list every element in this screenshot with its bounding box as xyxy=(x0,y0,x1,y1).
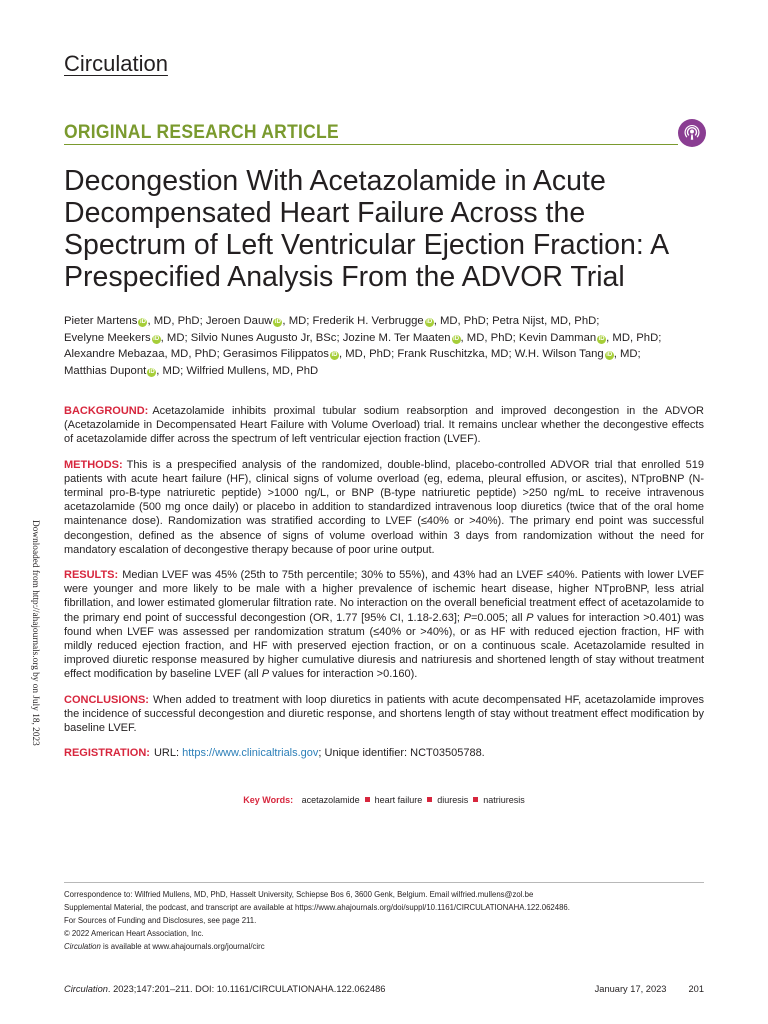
keyword: acetazolamide xyxy=(301,795,360,805)
availability-text: is available at www.ahajournals.org/journal/circ xyxy=(100,942,265,952)
bullet-square-icon xyxy=(365,797,370,802)
section-text: values for interaction >0.160). xyxy=(269,668,418,681)
author-line xyxy=(64,313,714,330)
section-heading: BACKGROUND: xyxy=(64,405,149,417)
orcid-icon[interactable]: iD xyxy=(453,335,460,342)
author-text: , MD, PhD; Kevin Damman xyxy=(460,331,597,344)
author-name[interactable]: Evelyne Meekers xyxy=(64,331,151,344)
abstract-background xyxy=(64,404,704,447)
author-name[interactable]: Matthias Dupont xyxy=(64,364,147,377)
section-text: =0.005; all xyxy=(470,611,527,624)
author-name[interactable]: Pieter Martens xyxy=(64,315,138,327)
author-line xyxy=(64,346,714,363)
author-line xyxy=(64,330,714,347)
correspondence-note: Correspondence to: Wilfried Mullens, MD, PhD, Hasselt University, Schiepse Bos 6, 3600 Genk, Belgium. Email wilfried.mullens@zol.be xyxy=(64,890,534,899)
section-text: This is a prespecified analysis of the randomized, double-blind, placebo-controlled ADVOR trial that enrolled 519 patients with acute heart failure (HF), clinical signs of volume overload (eg, edema, pleural effusion, or ascites), NTproBNP (N-terminal pro-B-type natriuretic peptide) >1000 ng/L, or BNP (B-type natriuretic peptide) >250 ng/mL to receive intravenous acetazolamide (500 mg once daily) or placebo in addition to standardized intravenous loop diuretics (twice that of the oral home maintenance dose). Randomization was stratified according to LVEF (≤40% or >40%). The primary end point was successful decongestion, defined as the absence of signs of volume overload within 3 days from randomization without the need for mandatory escalation of decongestive therapy because of poor urine output. xyxy=(64,458,704,556)
page-footer xyxy=(595,984,704,994)
publication-date: January 17, 2023 xyxy=(594,984,667,994)
author-text: , MD, PhD; Jeroen Dauw xyxy=(147,315,273,327)
footnotes xyxy=(64,888,704,953)
author-text: Alexandre Mebazaa, MD, PhD; Gerasimos Filippatos xyxy=(64,348,329,361)
keywords xyxy=(64,795,704,805)
download-watermark-text: Downloaded from http://ahajournals.org by on July 18, 2023 xyxy=(30,520,40,746)
p-symbol: P xyxy=(261,668,270,681)
author-text: , MD; Wilfried Mullens, MD, PhD xyxy=(156,364,319,377)
orcid-icon[interactable]: iD xyxy=(139,319,146,325)
download-watermark xyxy=(28,520,40,776)
article-title xyxy=(64,165,714,293)
section-text: Acetazolamide inhibits proximal tubular sodium reabsorption and improved decongestion in the ADVOR (Acetazolamide in Decompensated Heart Failure with Volume Overload) trial. It remains unclear whether the decongestive effects of acetazolamide differ across the spectrum of left ventricular ejection fraction (LVEF). xyxy=(64,405,704,446)
author-text: , MD, PhD; Frank Ruschitzka, MD; W.H. Wilson Tang xyxy=(338,348,604,361)
footer-journal: Circulation xyxy=(64,984,108,994)
orcid-icon[interactable]: iD xyxy=(606,352,613,359)
title-line: Prespecified Analysis From the ADVOR Trial xyxy=(64,261,625,293)
section-text: URL: xyxy=(153,747,183,760)
journal-name[interactable]: Circulation xyxy=(64,51,168,76)
bullet-square-icon xyxy=(473,797,478,802)
keyword: diuresis xyxy=(437,795,469,805)
section-text: ; Unique identifier: NCT03505788. xyxy=(318,747,485,760)
abstract-registration xyxy=(64,746,704,760)
section-text: When added to treatment with loop diuretics in patients with acute decompensated HF, acetazolamide improves the incidence of successful decongestion and diuretic response, and shortens length of stay without treatment effect modification by baseline LVEF. xyxy=(64,693,705,735)
bullet-square-icon xyxy=(427,797,432,802)
orcid-icon[interactable]: iD xyxy=(274,319,281,325)
orcid-icon[interactable]: iD xyxy=(598,335,605,342)
article-type-label: ORIGINAL RESEARCH ARTICLE xyxy=(64,122,339,143)
podcast-glyph-icon xyxy=(683,124,701,142)
abstract-conclusions xyxy=(64,693,704,736)
title-line: Spectrum of Left Ventricular Ejection Fraction: A xyxy=(64,229,670,261)
p-symbol: P xyxy=(526,611,534,624)
orcid-icon[interactable]: iD xyxy=(148,368,155,375)
registration-link[interactable]: https://www.clinicaltrials.gov xyxy=(182,747,319,760)
availability-note xyxy=(64,940,704,953)
author-text: , MD; xyxy=(613,348,641,361)
abstract xyxy=(64,404,704,771)
abstract-results xyxy=(64,568,704,682)
orcid-icon[interactable]: iD xyxy=(426,319,433,325)
supplemental-note: Supplemental Material, the podcast, and transcript are available at https://www.ahajournals.org/doi/suppl/10.1161/CIRCULATIONAHA.122.062486. xyxy=(64,903,570,913)
funding-note: For Sources of Funding and Disclosures, see page 211. xyxy=(64,916,257,926)
keywords-label: Key Words: xyxy=(243,795,294,805)
section-heading: REGISTRATION: xyxy=(64,747,150,760)
orcid-icon[interactable]: iD xyxy=(153,335,160,342)
footer-citation: . 2023;147:201–211. DOI: 10.1161/CIRCULATIONAHA.122.062486 xyxy=(107,984,386,994)
journal-italic: Circulation xyxy=(64,942,101,952)
keyword: natriuresis xyxy=(483,795,525,805)
author-text: , MD, PhD; xyxy=(606,331,662,344)
title-line: Decompensated Heart Failure Across the xyxy=(64,197,586,229)
orcid-icon[interactable]: iD xyxy=(331,352,338,359)
author-text: , MD, PhD; Petra Nijst, MD, PhD; xyxy=(433,315,600,327)
citation-footer xyxy=(64,984,385,994)
article-type-rule xyxy=(64,144,678,145)
section-text: Median LVEF was 45% (25th to 75th percentile; 30% to 55%), and 43% had an LVEF ≤40%. Patients with lower LVEF were younger and more likely to be male with a higher prevalence of ischemic heart disease, higher NTproBNP, less atrial fibrillation, and lower estimated glomerular filtration rate. No interaction on the overall beneficial treatment effect of acetazolamide to the primary end point of successful decongestion (OR, 1.77 [95% CI, 1.18-2.63]; xyxy=(64,569,704,624)
section-heading: METHODS: xyxy=(64,458,123,471)
author-line xyxy=(64,363,714,380)
section-heading: CONCLUSIONS: xyxy=(64,693,149,706)
p-symbol: P xyxy=(463,611,471,624)
footnote-divider xyxy=(64,882,704,883)
section-text: values for interaction >0.401) was found when LVEF was assessed per randomization stratum (≤40% or >40%), or as HF with reduced ejection fraction, HF with mildly reduced ejection fraction, and HF with preserved ejection fraction, or on a continuous scale. Acetazolamide resulted in improved diuretic response measured by higher cumulative diuresis and natriuresis and shortened length of stay without treatment effect modification by baseline LVEF (all xyxy=(64,611,705,681)
page-number: 201 xyxy=(688,984,704,994)
abstract-methods xyxy=(64,458,704,557)
keyword: heart failure xyxy=(374,795,423,805)
copyright-note: © 2022 American Heart Association, Inc. xyxy=(64,929,204,939)
author-text: , MD; Frederik H. Verbrugge xyxy=(282,315,424,327)
author-list xyxy=(64,313,714,379)
podcast-icon[interactable] xyxy=(678,119,706,147)
title-line: Decongestion With Acetazolamide in Acute xyxy=(64,165,606,197)
section-heading: RESULTS: xyxy=(64,569,119,582)
author-text: , MD; Silvio Nunes Augusto Jr, BSc; Jozine M. Ter Maaten xyxy=(160,331,451,344)
